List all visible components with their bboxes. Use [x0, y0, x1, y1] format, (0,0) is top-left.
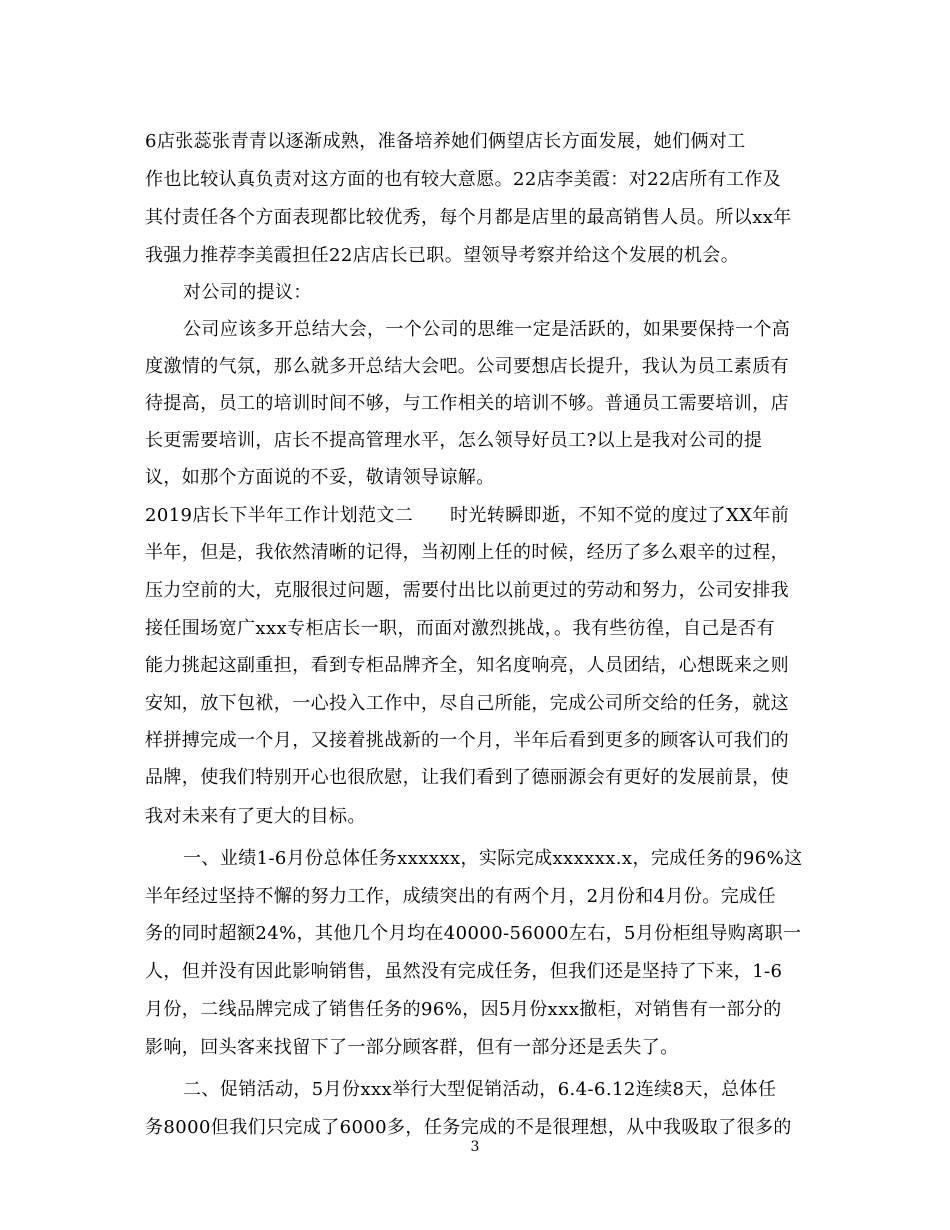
text-line: 能力挑起这副重担，看到专柜品牌齐全，知名度响亮，人员团结，心想既来之则 [145, 655, 789, 676]
text-line: 安知，放下包袱，一心投入工作中，尽自己所能，完成公司所交给的任务，就这 [145, 693, 789, 714]
text-line: 月份，二线品牌完成了销售任务的96%，因5月份xxx撤柜，对销售有一部分的 [145, 999, 782, 1020]
text-line: 6店张蕊张青青以逐渐成熟，准备培养她们俩望店长方面发展，她们俩对工 [145, 131, 746, 152]
text-line: 压力空前的大，克服很过问题，需要付出比以前更过的劳动和努力，公司安排我 [145, 580, 789, 601]
text-line: 接任围场宽广xxx专柜店长一职，而面对激烈挑战，。我有些彷徨，自己是否有 [145, 618, 775, 639]
text-line: 一、业绩1-6月份总体任务xxxxxx，实际完成xxxxxx.x，完成任务的96%这 [183, 848, 803, 869]
text-line: 公司应该多开总结大会，一个公司的思维一定是活跃的，如果要保持一个高 [183, 319, 791, 340]
text-line: 二、促销活动，5月份xxx举行大型促销活动，6.4-6.12连续8天，总体任 [183, 1079, 777, 1100]
text-line: 议，如那个方面说的不妥，敬请领导谅解。 [145, 467, 495, 488]
text-line: 其付责任各个方面表现都比较优秀，每个月都是店里的最高销售人员。所以xx年 [145, 207, 792, 228]
text-line: 半年，但是，我依然清晰的记得，当初刚上任的时候，经历了多么艰辛的过程， [145, 542, 789, 563]
text-line: 2019店长下半年工作计划范文二 时光转瞬即逝，不知不觉的度过了XX年前 [145, 505, 790, 526]
section-heading: 对公司的提议： [183, 282, 312, 303]
text-line: 作也比较认真负责对这方面的也有较大意愿。22店李美霞：对22店所有工作及 [145, 169, 782, 190]
text-line: 我强力推荐李美霞担任22店店长已职。望领导考察并给这个发展的机会。 [145, 245, 740, 266]
text-line: 务的同时超额24%，其他几个月均在40000-56000左右，5月份柜组导购离职一 [145, 923, 802, 944]
text-line: 人，但并没有因此影响销售，虽然没有完成任务，但我们还是坚持了下来，1-6 [145, 961, 783, 982]
text-line: 长更需要培训，店长不提高管理水平，怎么领导好员工?以上是我对公司的提 [145, 430, 763, 451]
text-line: 影响，回头客来找留下了一部分顾客群，但有一部分还是丢失了。 [145, 1037, 679, 1058]
text-line: 半年经过坚持不懈的努力工作，成绩突出的有两个月，2月份和4月份。完成任 [145, 886, 776, 907]
text-line: 务8000但我们只完成了6000多，任务完成的不是很理想，从中我吸取了很多的 [145, 1117, 792, 1138]
text-line: 待提高，员工的培训时间不够，与工作相关的培训不够。普通员工需要培训，店 [145, 393, 789, 414]
page-number: 3 [470, 1139, 480, 1155]
text-line: 度激情的气氛，那么就多开总结大会吧。公司要想店长提升，我认为员工素质有 [145, 356, 789, 377]
text-line: 我对未来有了更大的目标。 [145, 806, 366, 827]
text-line: 样拼搏完成一个月，又接着挑战新的一个月，半年后看到更多的顾客认可我们的 [145, 730, 789, 751]
text-line: 品牌，使我们特别开心也很欣慰，让我们看到了德丽源会有更好的发展前景，使 [145, 767, 789, 788]
